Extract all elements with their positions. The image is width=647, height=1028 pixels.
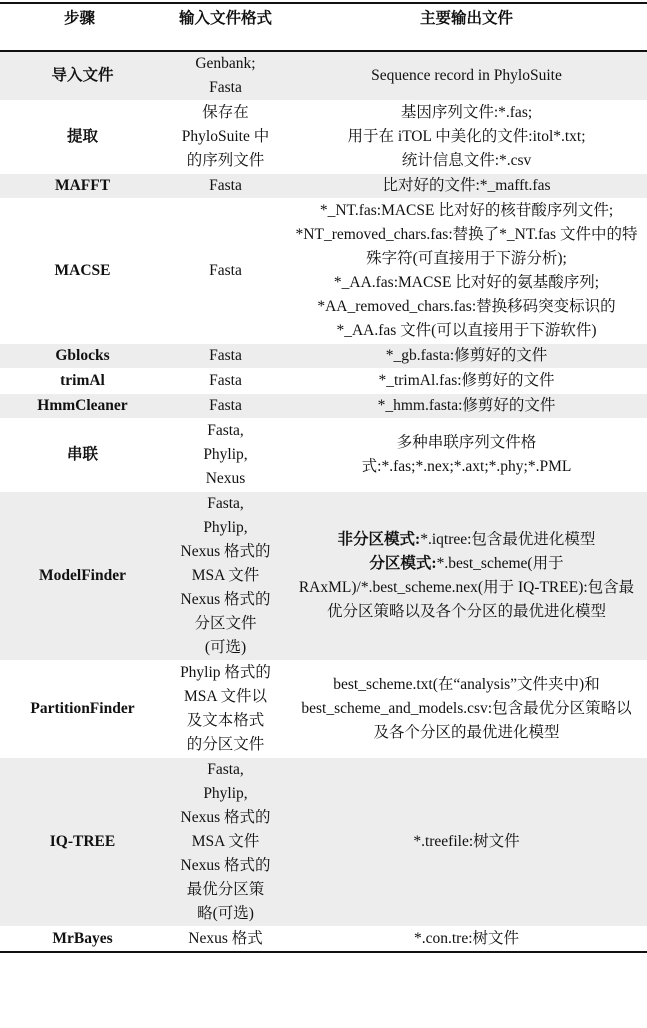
table-row [0, 927, 647, 953]
output-file-text: best_scheme.txt(在“analysis”文件夹中)和 best_scheme_and_models.csv:包含最优分区策略以及各个分区的最优进化模型 [301, 676, 632, 741]
output-file-text: 多种串联序列文件格式:*.fas;*.nex;*.axt;*.phy;*.PML [361, 434, 572, 475]
output-file-text: *_AA.fas:MACSE 比对好的氨基酸序列; [333, 274, 600, 291]
output-file-entry [294, 394, 639, 418]
input-format-cell [165, 394, 286, 419]
output-file-text: *_NT.fas:MACSE 比对好的核苷酸序列文件; [319, 202, 614, 219]
input-format-line: 分区文件 [194, 615, 257, 632]
step-name: 导入文件 [51, 67, 114, 84]
output-files-cell [286, 492, 647, 661]
input-format-line: Fasta [209, 372, 242, 389]
table-row [0, 344, 647, 369]
header-input-format: 输入文件格式 [178, 10, 272, 27]
output-files-cell [286, 394, 647, 419]
table-row [0, 661, 647, 758]
input-format-line: Nexus 格式 [188, 930, 263, 947]
input-format-cell [165, 199, 286, 344]
output-file-entry [294, 927, 639, 951]
step-name: MAFFT [54, 177, 111, 194]
output-file-entry [294, 431, 639, 479]
input-format-line: Nexus 格式的 [180, 857, 271, 874]
input-format-line: MSA 文件 [191, 833, 260, 850]
input-format-line: Nexus 格式的 [180, 809, 271, 826]
step-name: PartitionFinder [30, 700, 135, 717]
output-files-cell [286, 927, 647, 953]
output-files-cell [286, 419, 647, 492]
output-file-text: *NT_removed_chars.fas:替换了*_NT.fas 文件中的特殊字符(可直接用于下游分析); [295, 226, 638, 267]
input-format-line: PhyloSuite 中 [181, 128, 270, 145]
step-name: HmmCleaner [37, 397, 128, 414]
output-file-text: *_trimAl.fas:修剪好的文件 [378, 372, 555, 389]
input-format-line: 及文本格式 [186, 712, 265, 729]
table-row [0, 101, 647, 174]
step-name: trimAl [60, 372, 105, 389]
table-body [0, 51, 647, 952]
output-files-cell [286, 344, 647, 369]
table-row [0, 394, 647, 419]
table-header-row [0, 3, 647, 51]
output-file-text: *_hmm.fasta:修剪好的文件 [377, 397, 556, 414]
output-file-entry [294, 369, 639, 393]
input-format-line: 的序列文件 [186, 152, 265, 169]
input-format-line: 的分区文件 [186, 736, 265, 753]
step-name: MACSE [54, 262, 111, 279]
output-file-entry [294, 552, 639, 624]
input-format-line: (可选) [204, 639, 247, 656]
output-file-entry [294, 125, 639, 149]
output-files-cell [286, 101, 647, 174]
input-format-line: Fasta, [207, 761, 244, 778]
table-row [0, 758, 647, 927]
input-format-line: Fasta [209, 79, 242, 96]
output-file-text: Sequence record in PhyloSuite [371, 67, 562, 84]
output-file-text: 用于在 iTOL 中美化的文件:itol*.txt; [347, 128, 586, 145]
input-format-cell [165, 419, 286, 492]
output-file-text: *.iqtree:包含最优进化模型 [420, 531, 596, 548]
output-files-cell [286, 369, 647, 394]
input-format-line: Fasta [209, 177, 242, 194]
input-format-cell [165, 101, 286, 174]
table-row [0, 174, 647, 199]
step-name: IQ-TREE [49, 833, 116, 850]
input-format-cell [165, 344, 286, 369]
input-format-line: Phylip, [203, 519, 248, 536]
output-file-entry [294, 295, 639, 343]
input-format-line: MSA 文件 [191, 567, 260, 584]
output-files-cell [286, 661, 647, 758]
input-format-line: Phylip, [203, 785, 248, 802]
mode-label: 非分区模式: [337, 531, 421, 548]
input-format-line: Fasta [209, 262, 242, 279]
input-format-line: MSA 文件以 [183, 688, 268, 705]
output-file-entry [294, 174, 639, 198]
input-format-line: Fasta [209, 347, 242, 364]
output-file-text: 统计信息文件:*.csv [401, 152, 532, 169]
step-name: ModelFinder [39, 567, 126, 584]
output-file-text: *.treefile:树文件 [413, 833, 520, 850]
output-files-cell [286, 51, 647, 101]
input-format-cell [165, 492, 286, 661]
workflow-table [0, 2, 647, 953]
output-file-text: *.con.tre:树文件 [413, 930, 520, 947]
input-format-cell [165, 661, 286, 758]
step-name: 提取 [66, 128, 98, 145]
output-file-text: 基因序列文件:*.fas; [400, 104, 533, 121]
input-format-line: Nexus 格式的 [180, 543, 271, 560]
header-output-files: 主要输出文件 [419, 10, 513, 27]
table-row [0, 51, 647, 101]
input-format-cell [165, 369, 286, 394]
step-name: MrBayes [52, 930, 113, 947]
output-file-text: 比对好的文件:*_mafft.fas [382, 177, 551, 194]
table-row [0, 419, 647, 492]
output-file-entry [294, 344, 639, 368]
input-format-line: Fasta, [207, 495, 244, 512]
table-row [0, 369, 647, 394]
table-row [0, 492, 647, 661]
input-format-line: Nexus 格式的 [180, 591, 271, 608]
input-format-line: 略(可选) [197, 905, 254, 922]
output-file-entry [294, 830, 639, 854]
input-format-cell [165, 927, 286, 953]
output-files-cell [286, 199, 647, 344]
input-format-line: Phylip, [203, 446, 248, 463]
step-name: Gblocks [55, 347, 110, 364]
output-file-entry [294, 223, 639, 271]
output-file-entry [294, 64, 639, 88]
step-name: 串联 [66, 446, 98, 463]
input-format-line: 保存在 [202, 104, 249, 121]
input-format-line: 最优分区策 [186, 881, 265, 898]
input-format-cell [165, 174, 286, 199]
output-file-text: *_gb.fasta:修剪好的文件 [385, 347, 548, 364]
input-format-line: Genbank; [195, 55, 256, 72]
mode-label: 分区模式: [369, 555, 437, 572]
output-file-entry [294, 149, 639, 173]
output-files-cell [286, 758, 647, 927]
output-file-text: *AA_removed_chars.fas:替换移码突变标识的*_AA.fas 文件(可以直接用于下游软件) [317, 298, 616, 339]
output-file-entry [294, 199, 639, 223]
output-file-entry [294, 673, 639, 745]
output-file-entry [294, 101, 639, 125]
output-file-entry [294, 271, 639, 295]
output-file-entry [294, 528, 639, 552]
input-format-line: Nexus [205, 470, 246, 487]
output-file-text: *.best_scheme(用于 RAxML)/*.best_scheme.nex(用于 IQ-TREE):包含最优分区策略以及各个分区的最优进化模型 [298, 555, 635, 620]
input-format-line: Phylip 格式的 [180, 664, 271, 681]
input-format-cell [165, 51, 286, 101]
input-format-line: Fasta [209, 397, 242, 414]
input-format-line: Fasta, [207, 422, 244, 439]
output-files-cell [286, 174, 647, 199]
input-format-cell [165, 758, 286, 927]
table-row [0, 199, 647, 344]
header-step: 步骤 [63, 10, 95, 27]
